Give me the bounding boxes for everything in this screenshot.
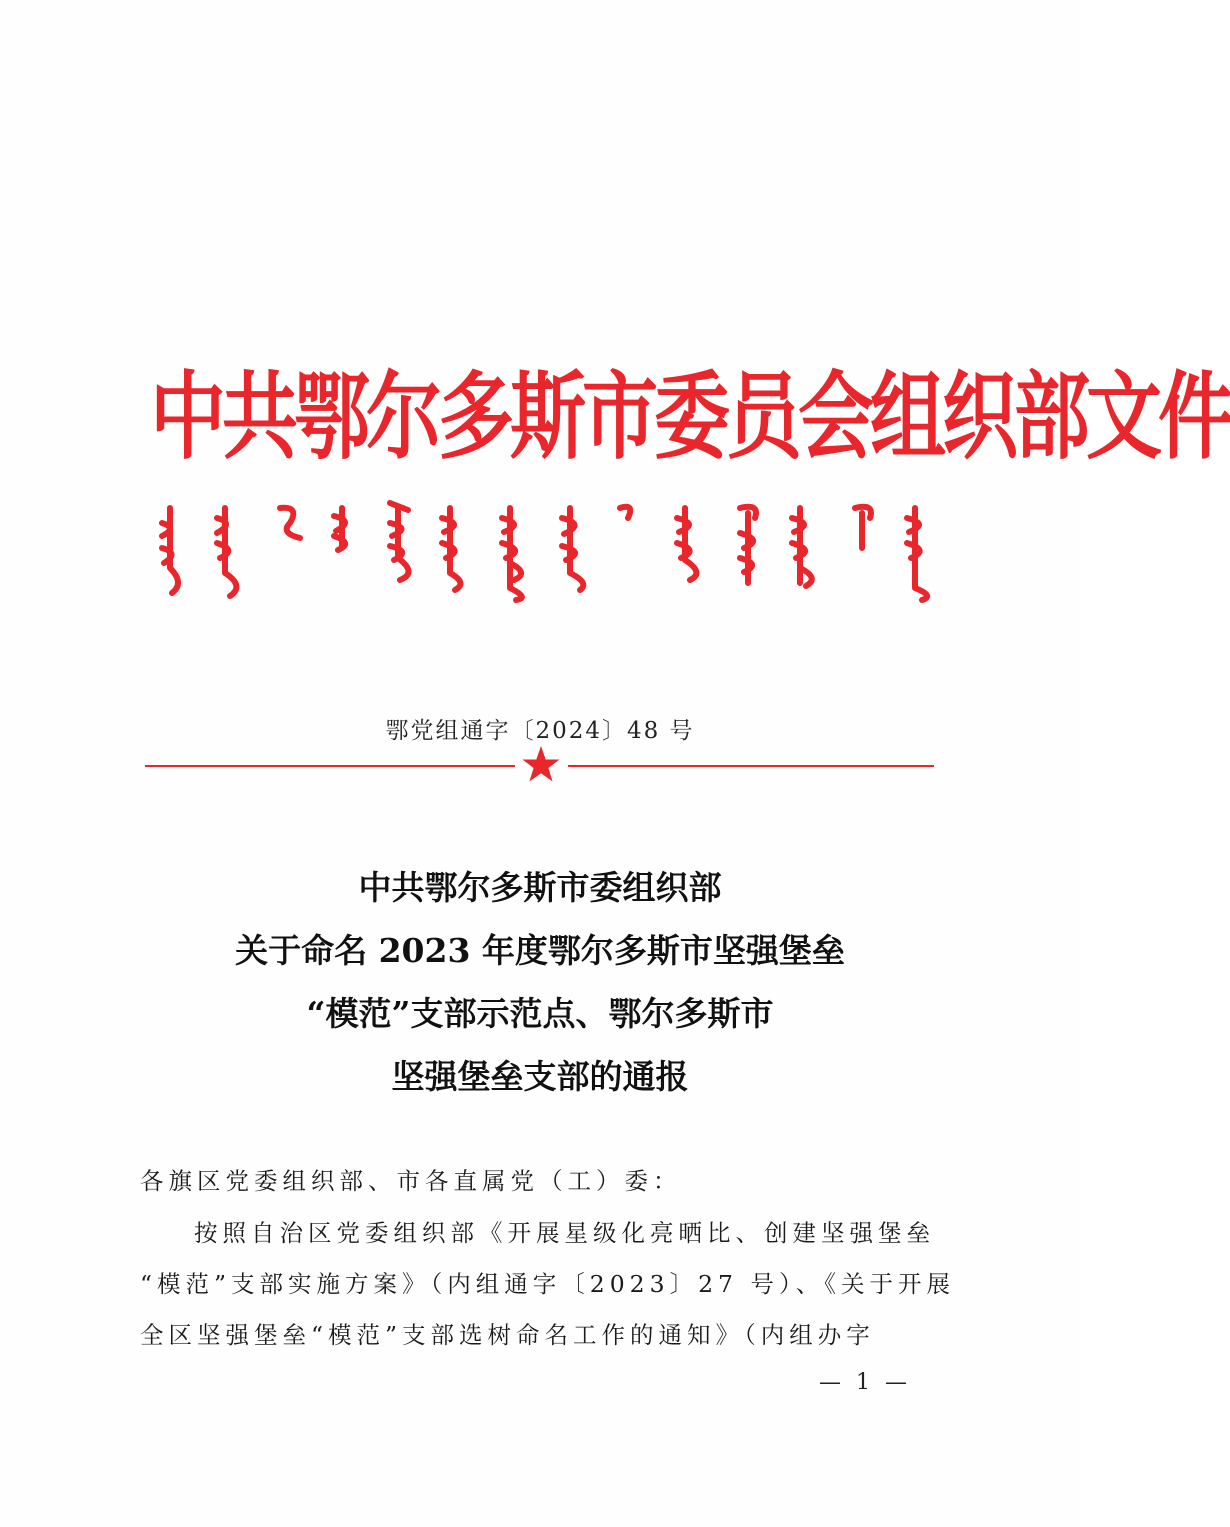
title-line-1: 中共鄂尔多斯市委组织部 bbox=[358, 868, 722, 907]
title-line-3: “模范”支部示范点、鄂尔多斯市 bbox=[306, 994, 774, 1033]
masthead-title: 中共鄂尔多斯市委员会组织部文件 bbox=[150, 360, 1230, 472]
red-divider-left bbox=[145, 765, 515, 767]
title-line-4: 坚强堡垒支部的通报 bbox=[391, 1057, 689, 1096]
paragraph-line-1: 按照自治区党委组织部《开展星级化亮晒比、创建坚强堡垒 bbox=[194, 1219, 935, 1247]
paragraph-line-2: “模范”支部实施方案》（内组通字〔2023〕27 号）、《关于开展 bbox=[140, 1270, 955, 1298]
paragraph-line-3: 全区坚强堡垒“模范”支部选树命名工作的通知》（内组办字 bbox=[140, 1321, 875, 1349]
salutation: 各旗区党委组织部、市各直属党（工）委： bbox=[140, 1167, 682, 1195]
red-star-icon bbox=[521, 744, 561, 784]
red-divider-right bbox=[568, 765, 934, 767]
mongolian-masthead-logo bbox=[150, 488, 940, 603]
document-number: 鄂党组通字〔2024〕48 号 bbox=[385, 718, 695, 744]
page-number: — 1 — bbox=[819, 1370, 911, 1395]
title-line-2: 关于命名 2023 年度鄂尔多斯市坚强堡垒 bbox=[235, 931, 845, 970]
